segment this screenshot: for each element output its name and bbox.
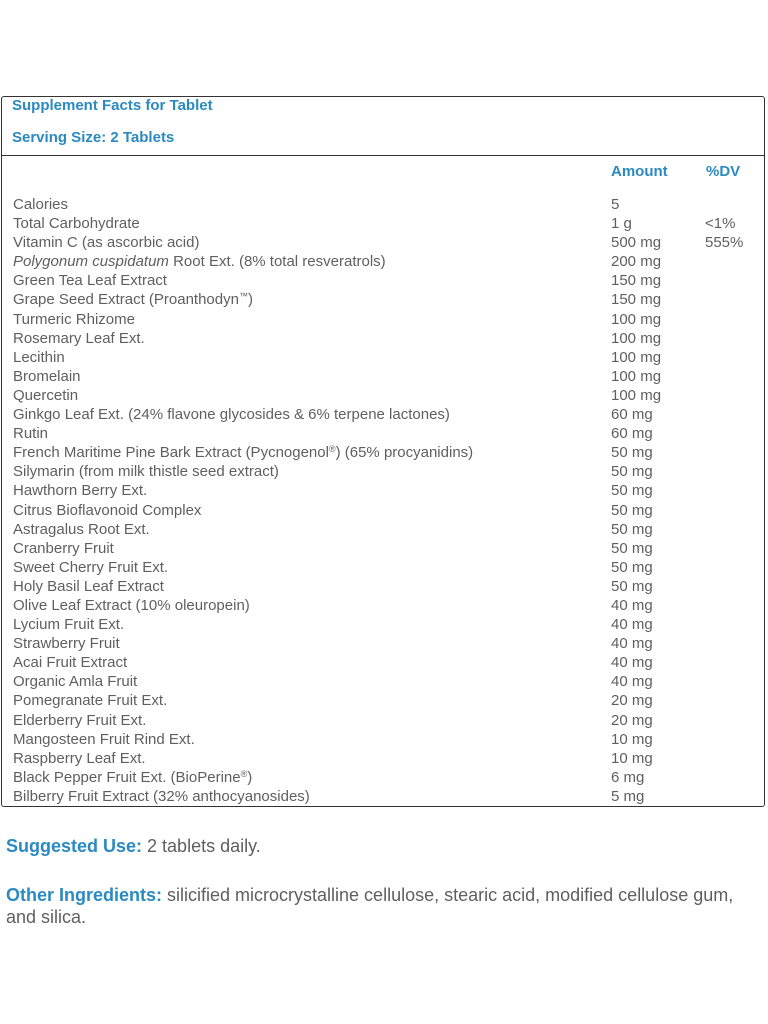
amount-column-header: Amount bbox=[611, 163, 668, 180]
ingredient-row bbox=[0, 348, 764, 367]
ingredient-row bbox=[0, 233, 764, 252]
ingredient-amount: 50 mg bbox=[611, 444, 653, 462]
ingredient-row bbox=[0, 539, 764, 558]
ingredient-name bbox=[13, 348, 65, 367]
ingredient-row bbox=[0, 749, 764, 768]
ingredient-amount: 20 mg bbox=[611, 692, 653, 710]
ingredient-name-text: Astragalus Root Ext. bbox=[13, 520, 150, 538]
ingredient-name bbox=[13, 558, 168, 577]
ingredient-amount: 50 mg bbox=[611, 577, 653, 595]
ingredient-row bbox=[0, 367, 764, 386]
ingredient-amount: 100 mg bbox=[611, 386, 662, 404]
ingredient-name bbox=[13, 653, 127, 672]
ingredient-name-italic: Polygonum cuspidatum bbox=[13, 253, 169, 271]
ingredient-amount: 40 mg bbox=[611, 635, 653, 653]
ingredient-name bbox=[13, 290, 253, 309]
ingredient-name bbox=[13, 501, 201, 520]
ingredient-amount: 20 mg bbox=[611, 711, 653, 729]
ingredient-amount: 150 mg bbox=[611, 291, 662, 309]
dv-column-header: %DV bbox=[706, 163, 741, 180]
ingredient-name-suffix: ) bbox=[247, 768, 253, 786]
ingredient-amount: 40 mg bbox=[611, 673, 653, 691]
ingredient-amount: 10 mg bbox=[611, 730, 653, 748]
suggested-use-text: 2 tablets daily. bbox=[142, 836, 261, 856]
ingredient-name-text: Strawberry Fruit bbox=[13, 635, 120, 653]
ingredient-name bbox=[13, 672, 137, 691]
ingredient-name bbox=[13, 252, 386, 271]
ingredient-name-text: Green Tea Leaf Extract bbox=[13, 272, 167, 290]
ingredient-amount: 60 mg bbox=[611, 425, 653, 443]
ingredient-row bbox=[0, 195, 764, 214]
ingredient-name bbox=[13, 367, 81, 386]
ingredient-name bbox=[13, 615, 124, 634]
ingredient-name bbox=[13, 596, 250, 615]
ingredient-name bbox=[13, 481, 147, 500]
ingredient-name-suffix: ) (65% procyanidins) bbox=[335, 444, 474, 462]
ingredient-dv: 555% bbox=[705, 234, 744, 252]
ingredient-amount: 60 mg bbox=[611, 406, 653, 424]
ingredient-name-text: Citrus Bioflavonoid Complex bbox=[13, 501, 202, 519]
ingredient-name bbox=[13, 405, 450, 424]
ingredient-name-text: Pomegranate Fruit Ext. bbox=[13, 692, 168, 710]
ingredient-amount: 100 mg bbox=[611, 329, 662, 347]
ingredient-amount: 100 mg bbox=[611, 310, 662, 328]
ingredient-name-text: Holy Basil Leaf Extract bbox=[13, 577, 164, 595]
ingredient-name bbox=[13, 233, 199, 252]
ingredient-amount: 5 bbox=[611, 196, 620, 213]
facts-title: Supplement Facts for Tablet bbox=[12, 97, 213, 114]
ingredient-row bbox=[0, 577, 764, 596]
ingredient-name-text: Mangosteen Fruit Rind Ext. bbox=[13, 730, 195, 748]
ingredient-row bbox=[0, 768, 764, 787]
other-ingredients-text: silicified microcrystalline cellulose, stearic acid, modified cellulose gum, and silica. bbox=[6, 885, 734, 927]
ingredient-name-text: Olive Leaf Extract (10% oleuropein) bbox=[13, 596, 250, 614]
ingredient-row bbox=[0, 310, 764, 329]
ingredient-amount: 100 mg bbox=[611, 348, 662, 366]
ingredient-name-rest: Root Ext. (8% total resveratrols) bbox=[168, 253, 386, 271]
ingredient-row bbox=[0, 424, 764, 443]
ingredient-name bbox=[13, 691, 167, 710]
ingredient-name-text: Rutin bbox=[13, 425, 49, 443]
ingredient-amount: 6 mg bbox=[611, 768, 645, 786]
ingredient-dv: <1% bbox=[705, 215, 736, 233]
ingredient-name bbox=[13, 768, 252, 787]
ingredient-amount: 100 mg bbox=[611, 367, 662, 385]
ingredient-row bbox=[0, 672, 764, 691]
ingredient-name bbox=[13, 195, 68, 214]
ingredient-row bbox=[0, 520, 764, 539]
ingredient-name-text: Vitamin C (as ascorbic acid) bbox=[13, 234, 200, 252]
ingredient-name bbox=[13, 787, 310, 806]
ingredient-name-text: Bilberry Fruit Extract (32% anthocyanosides) bbox=[13, 787, 310, 805]
ingredient-amount: 10 mg bbox=[611, 749, 653, 767]
ingredient-amount: 1 g bbox=[611, 215, 632, 233]
ingredient-name bbox=[13, 577, 164, 596]
ingredient-name-text: Acai Fruit Extract bbox=[13, 654, 128, 672]
ingredient-name bbox=[13, 271, 167, 290]
ingredient-name bbox=[13, 634, 120, 653]
ingredient-row bbox=[0, 711, 764, 730]
ingredient-name bbox=[13, 539, 114, 558]
ingredient-row bbox=[0, 596, 764, 615]
ingredient-name-text: Grape Seed Extract (Proanthodyn bbox=[13, 291, 239, 309]
ingredient-row bbox=[0, 558, 764, 577]
serving-size: Serving Size: 2 Tablets bbox=[12, 129, 175, 146]
ingredient-name-text: Ginkgo Leaf Ext. (24% flavone glycosides & 6% terpene lactones) bbox=[13, 406, 450, 424]
ingredient-amount: 40 mg bbox=[611, 654, 653, 672]
ingredient-list bbox=[0, 195, 764, 806]
ingredient-row bbox=[0, 653, 764, 672]
ingredient-name-text: Turmeric Rhizome bbox=[13, 310, 135, 328]
ingredient-name-text: Bromelain bbox=[13, 367, 81, 385]
ingredient-name-text: Organic Amla Fruit bbox=[13, 673, 138, 691]
ingredient-name-text: Total Carbohydrate bbox=[13, 215, 140, 233]
ingredient-amount: 50 mg bbox=[611, 482, 653, 500]
ingredient-row bbox=[0, 634, 764, 653]
ingredient-row bbox=[0, 405, 764, 424]
ingredient-name-text: Lecithin bbox=[13, 348, 65, 366]
ingredient-name bbox=[13, 443, 473, 462]
ingredient-amount: 150 mg bbox=[611, 272, 662, 290]
ingredient-row bbox=[0, 787, 764, 806]
trademark-mark: ® bbox=[240, 768, 248, 779]
ingredient-name bbox=[13, 310, 135, 329]
ingredient-amount: 50 mg bbox=[611, 539, 653, 557]
ingredient-name-text: Elderberry Fruit Ext. bbox=[13, 711, 147, 729]
ingredient-row bbox=[0, 481, 764, 500]
ingredient-row bbox=[0, 443, 764, 462]
ingredient-name bbox=[13, 214, 140, 233]
ingredient-amount: 50 mg bbox=[611, 501, 653, 519]
ingredient-name bbox=[13, 386, 78, 405]
ingredient-amount: 500 mg bbox=[611, 234, 662, 252]
suggested-use-label: Suggested Use: bbox=[6, 836, 143, 856]
ingredient-name-text: French Maritime Pine Bark Extract (Pycnogenol bbox=[13, 444, 329, 462]
ingredient-name bbox=[13, 329, 145, 348]
ingredient-name bbox=[13, 749, 146, 768]
ingredient-amount: 40 mg bbox=[611, 596, 653, 614]
ingredient-row bbox=[0, 691, 764, 710]
ingredient-row bbox=[0, 615, 764, 634]
ingredient-name-text: Cranberry Fruit bbox=[13, 539, 114, 557]
ingredient-row bbox=[0, 386, 764, 405]
ingredient-amount: 50 mg bbox=[611, 463, 653, 481]
ingredient-amount: 40 mg bbox=[611, 616, 653, 634]
ingredient-row bbox=[0, 290, 764, 309]
ingredient-name-text: Calories bbox=[13, 196, 69, 213]
ingredient-row bbox=[0, 501, 764, 520]
ingredient-name bbox=[13, 730, 195, 749]
trademark-mark: ™ bbox=[238, 291, 248, 302]
ingredient-name bbox=[13, 462, 279, 481]
ingredient-name-text: Black Pepper Fruit Ext. (BioPerine bbox=[13, 768, 241, 786]
ingredient-amount: 50 mg bbox=[611, 520, 653, 538]
other-ingredients bbox=[6, 884, 746, 928]
ingredient-name bbox=[13, 711, 146, 730]
ingredient-row bbox=[0, 462, 764, 481]
ingredient-amount: 5 mg bbox=[611, 787, 645, 805]
suggested-use bbox=[6, 836, 261, 857]
ingredient-name-text: Silymarin (from milk thistle seed extract) bbox=[13, 463, 279, 481]
ingredient-name-text: Sweet Cherry Fruit Ext. bbox=[13, 558, 169, 576]
ingredient-name bbox=[13, 424, 48, 443]
ingredient-row bbox=[0, 271, 764, 290]
ingredient-name-text: Raspberry Leaf Ext. bbox=[13, 749, 146, 767]
other-ingredients-label: Other Ingredients: bbox=[6, 885, 163, 905]
ingredient-row bbox=[0, 329, 764, 348]
ingredient-name-text: Lycium Fruit Ext. bbox=[13, 616, 125, 634]
ingredient-name-text: Quercetin bbox=[13, 386, 79, 404]
ingredient-row bbox=[0, 730, 764, 749]
ingredient-row bbox=[0, 214, 764, 233]
ingredient-name-suffix: ) bbox=[247, 291, 253, 309]
ingredient-name-text: Hawthorn Berry Ext. bbox=[13, 482, 148, 500]
ingredient-amount: 200 mg bbox=[611, 253, 662, 271]
ingredient-row bbox=[0, 252, 764, 271]
ingredient-name bbox=[13, 520, 150, 539]
ingredient-name-text: Rosemary Leaf Ext. bbox=[13, 329, 145, 347]
ingredient-amount: 50 mg bbox=[611, 558, 653, 576]
trademark-mark: ® bbox=[328, 444, 336, 455]
header-divider bbox=[2, 155, 764, 156]
